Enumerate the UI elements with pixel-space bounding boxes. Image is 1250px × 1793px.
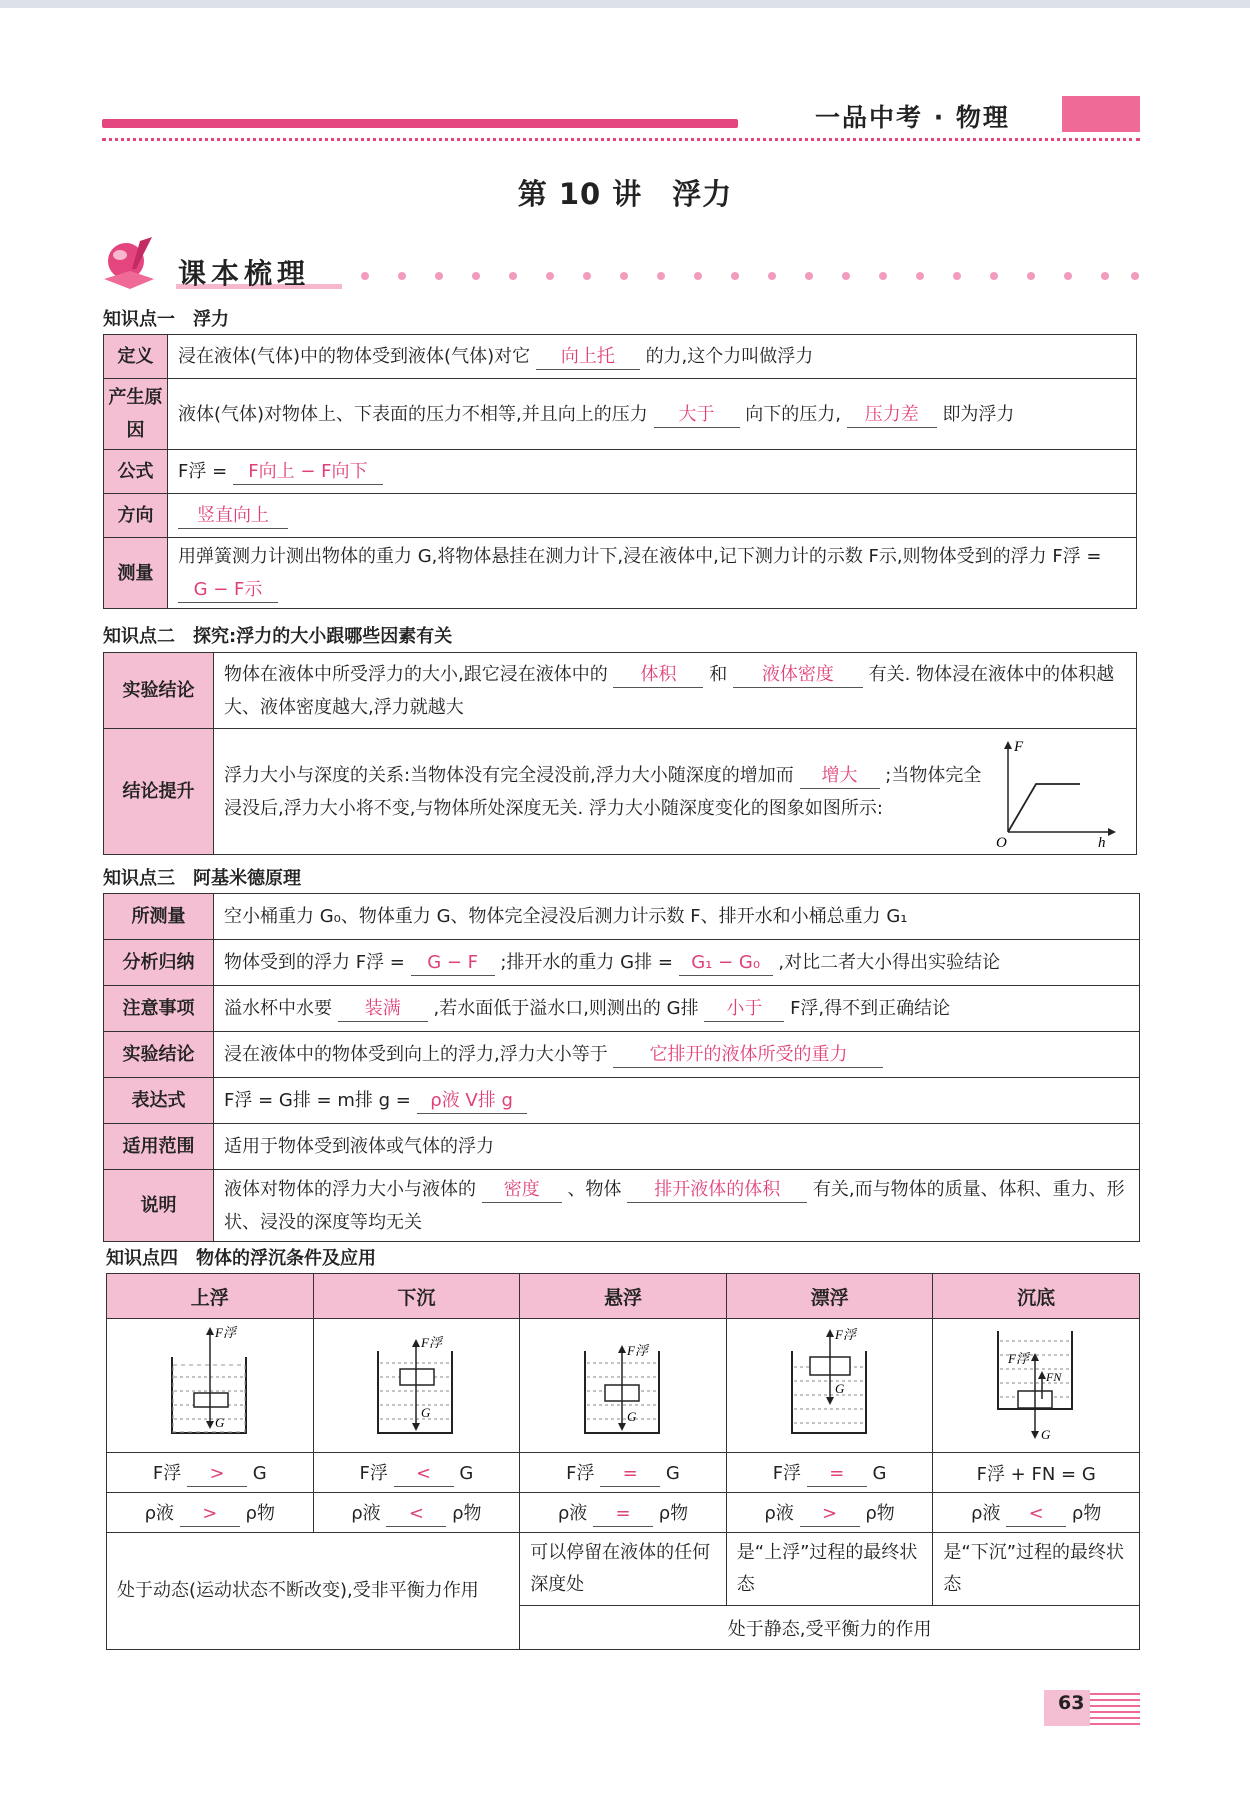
buoyancy-label: F浮 [626, 1343, 648, 1358]
table-row [104, 894, 1140, 940]
force-row [107, 1453, 1140, 1493]
answer-blank: 液体密度 [733, 663, 863, 688]
row-label: 定义 [104, 335, 168, 379]
kp3-table [103, 893, 1140, 1242]
text: 浸在液体中的物体受到向上的浮力,浮力大小等于 [224, 1044, 608, 1065]
section-title: 课本梳理 [178, 257, 311, 290]
table-row [104, 494, 1137, 538]
table-header-row [107, 1274, 1140, 1319]
buoyancy-depth-graph [988, 737, 1118, 847]
answer-blank: < [1006, 1502, 1066, 1527]
row-label: 所测量 [104, 894, 214, 940]
answer-blank: > [800, 1502, 860, 1527]
gravity-label: G [214, 1415, 225, 1430]
force-relation-rise: F浮 > G [107, 1453, 314, 1493]
density-row [107, 1493, 1140, 1533]
answer-blank: G₁ − G₀ [679, 951, 773, 976]
row-label: 实验结论 [104, 1032, 214, 1078]
kp1-heading: 知识点一 浮力 [103, 309, 229, 330]
state-sink: 是“下沉”过程的最终状态 [933, 1533, 1140, 1606]
answer-blank: 增大 [800, 764, 880, 789]
table-row [104, 940, 1140, 986]
row-label: 产生原因 [104, 379, 168, 450]
row-label: 测量 [104, 538, 168, 609]
text: ,若水面低于溢水口,则测出的 G排 [433, 998, 699, 1019]
row-label: 公式 [104, 450, 168, 494]
density-relation-suspend: ρ液 = ρ物 [520, 1493, 727, 1533]
answer-blank: < [394, 1462, 454, 1487]
density-relation-sink: ρ液 < ρ物 [313, 1493, 520, 1533]
kp4-heading: 知识点四 物体的浮沉条件及应用 [106, 1248, 376, 1269]
row-content [214, 1078, 1140, 1124]
diagram-float [726, 1319, 933, 1453]
col-header-suspend: 悬浮 [520, 1274, 727, 1319]
table-row [104, 653, 1137, 729]
text: 、物体 [567, 1178, 622, 1200]
text: ,对比二者大小得出实验结论 [778, 952, 1001, 973]
state-float: 是“上浮”过程的最终状态 [726, 1533, 933, 1606]
answer-blank: = [600, 1462, 660, 1487]
graph-y-label: F [1014, 739, 1024, 755]
col-header-float: 漂浮 [726, 1274, 933, 1319]
row-label: 结论提升 [104, 729, 214, 855]
answer-blank: 小于 [704, 997, 784, 1022]
row-content [214, 1170, 1140, 1242]
col-header-bottom: 沉底 [933, 1274, 1140, 1319]
row-label: 表达式 [104, 1078, 214, 1124]
text: 有关,而与物体的质量、体积、重力、形状、浸没的深度等均无关 [224, 1178, 1125, 1233]
col-header-rise: 上浮 [107, 1274, 314, 1319]
text: 物体在液体中所受浮力的大小,跟它浸在液体中的 [224, 663, 608, 685]
text: 浸在液体(气体)中的物体受到液体(气体)对它 [178, 346, 531, 367]
text: ;排开水的重力 G排 = [500, 952, 673, 973]
row-content [214, 940, 1140, 986]
top-edge [0, 0, 1250, 8]
answer-blank: < [386, 1502, 446, 1527]
answer-blank: 它排开的液体所受的重力 [613, 1043, 883, 1068]
state-row [107, 1533, 1140, 1606]
answer-blank: 压力差 [847, 403, 937, 428]
buoyancy-label: F浮 [421, 1335, 443, 1350]
table-row [104, 986, 1140, 1032]
text: 向下的压力, [745, 403, 841, 425]
row-label: 实验结论 [104, 653, 214, 729]
text: F浮 = [178, 461, 228, 482]
kp1-table [103, 334, 1137, 609]
table-row [104, 538, 1137, 609]
answer-blank: 密度 [482, 1178, 562, 1203]
state-dynamic: 处于动态(运动状态不断改变),受非平衡力作用 [107, 1533, 520, 1650]
text: 物体受到的浮力 F浮 = [224, 952, 405, 973]
density-relation-rise: ρ液 > ρ物 [107, 1493, 314, 1533]
graph-x-label: h [1098, 835, 1106, 847]
graph-origin: O [996, 835, 1007, 847]
table-row [104, 729, 1137, 855]
diagram-sink [313, 1319, 520, 1453]
table-row [104, 1032, 1140, 1078]
lesson-title: 第 10 讲 浮力 [517, 177, 733, 211]
text: 液体对物体的浮力大小与液体的 [224, 1178, 476, 1200]
answer-blank: 向上托 [536, 345, 640, 370]
state-suspend: 可以停留在液体的任何深度处 [520, 1533, 727, 1606]
answer-blank: ρ液 V排 g [417, 1089, 527, 1114]
state-static: 处于静态,受平衡力的作用 [520, 1606, 1140, 1650]
text: 即为浮力 [942, 403, 1015, 425]
force-relation-sink: F浮 < G [313, 1453, 520, 1493]
text: 的力,这个力叫做浮力 [645, 346, 814, 367]
header-bar [102, 119, 738, 128]
row-content [214, 729, 1137, 855]
answer-blank: G − F示 [178, 578, 278, 603]
text: 有关. 物体浸在液体中的体积越大、液体密度越大,浮力就越大 [224, 663, 1115, 718]
row-label: 适用范围 [104, 1124, 214, 1170]
row-content [168, 450, 1137, 494]
buoyancy-label: F浮 [1008, 1351, 1030, 1366]
density-relation-bottom: ρ液 < ρ物 [933, 1493, 1140, 1533]
answer-blank: 排开液体的体积 [627, 1178, 807, 1203]
force-relation-suspend: F浮 = G [520, 1453, 727, 1493]
gravity-label: G [626, 1409, 637, 1424]
answer-blank: F向上 − F向下 [233, 460, 383, 485]
header-dotted-line [102, 138, 1140, 141]
gravity-label: G [834, 1381, 844, 1396]
table-row [104, 450, 1137, 494]
table-row [104, 335, 1137, 379]
page-number: 63 [1058, 1692, 1085, 1714]
row-content [168, 379, 1137, 450]
answer-blank: 大于 [654, 403, 740, 428]
buoyancy-label: F浮 [214, 1325, 236, 1340]
kp4-table [106, 1273, 1140, 1650]
answer-blank: 装满 [338, 997, 428, 1022]
row-label: 分析归纳 [104, 940, 214, 986]
row-content [214, 986, 1140, 1032]
book-pen-icon [100, 235, 158, 293]
table-row [104, 1170, 1140, 1242]
row-content [168, 538, 1137, 609]
row-content [168, 494, 1137, 538]
text: 用弹簧测力计测出物体的重力 G,将物体悬挂在测力计下,浸在液体中,记下测力计的示数 F示,则物体受到的浮力 F浮 = [178, 546, 1102, 567]
row-label: 方向 [104, 494, 168, 538]
answer-blank: > [180, 1502, 240, 1527]
kp2-table [103, 652, 1137, 855]
row-label: 说明 [104, 1170, 214, 1242]
text: 溢水杯中水要 [224, 998, 332, 1019]
answer-blank: 体积 [613, 663, 703, 688]
kp3-heading: 知识点三 阿基米德原理 [103, 868, 301, 889]
row-content: 空小桶重力 G₀、物体重力 G、物体完全浸没后测力计示数 F、排开水和小桶总重力 G₁ [214, 894, 1140, 940]
diagram-bottom [933, 1319, 1140, 1453]
table-row [104, 1078, 1140, 1124]
gravity-label: G [421, 1405, 431, 1420]
header-title: 一品中考 · 物理 [815, 103, 1010, 132]
answer-blank: G − F [411, 951, 495, 976]
row-label: 注意事项 [104, 986, 214, 1032]
row-content [168, 335, 1137, 379]
row-content: 适用于物体受到液体或气体的浮力 [214, 1124, 1140, 1170]
gravity-label: G [1041, 1427, 1051, 1442]
kp2-heading: 知识点二 探究:浮力的大小跟哪些因素有关 [103, 626, 453, 647]
text: F浮,得不到正确结论 [790, 998, 951, 1019]
diagram-rise [107, 1319, 314, 1453]
answer-blank: 竖直向上 [178, 504, 288, 529]
text: 液体(气体)对物体上、下表面的压力不相等,并且向上的压力 [178, 403, 648, 425]
table-row [104, 379, 1137, 450]
force-relation-bottom: F浮 + FN = G [933, 1453, 1140, 1493]
answer-blank: = [593, 1502, 653, 1527]
diagram-suspend [520, 1319, 727, 1453]
text: 浮力大小与深度的关系:当物体没有完全浸没前,浮力大小随深度的增加而 [224, 764, 794, 786]
force-relation-float: F浮 = G [726, 1453, 933, 1493]
text: F浮 = G排 = m排 g = [224, 1090, 411, 1111]
row-content [214, 1032, 1140, 1078]
table-row [104, 1124, 1140, 1170]
section-dots [360, 271, 1140, 281]
diagram-row [107, 1319, 1140, 1453]
text: ;当物体完全浸没后,浮力大小将不变,与物体所处深度无关. 浮力大小随深度变化的图象如图所示: [224, 764, 982, 819]
row-content [214, 653, 1137, 729]
buoyancy-label: F浮 [834, 1327, 856, 1342]
answer-blank: > [187, 1462, 247, 1487]
header-block [1062, 96, 1140, 132]
support-label: FN [1046, 1370, 1062, 1384]
answer-blank: = [807, 1462, 867, 1487]
text: 和 [709, 663, 728, 685]
col-header-sink: 下沉 [313, 1274, 520, 1319]
density-relation-float: ρ液 > ρ物 [726, 1493, 933, 1533]
